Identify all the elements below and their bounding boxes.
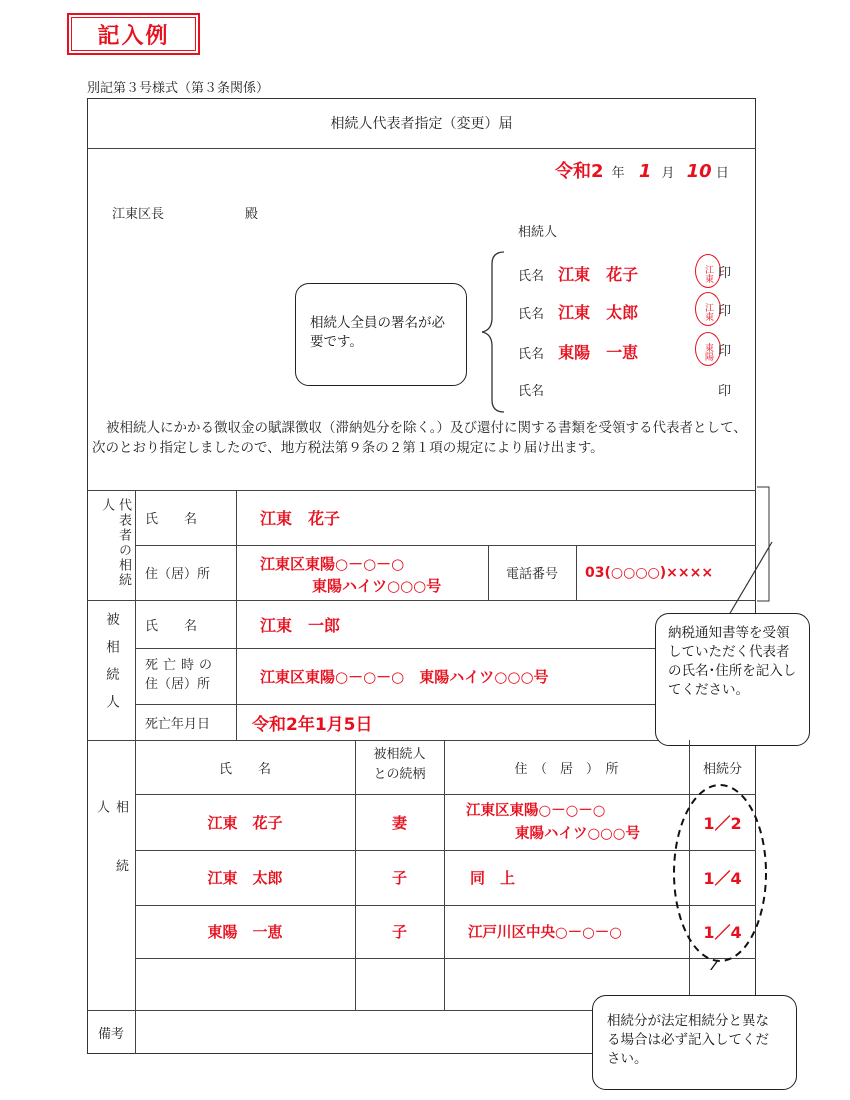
deceased-death-date-label: 死亡年月日 [145,716,211,732]
table-row-address-1: 江東区東陽○－○－○ [466,803,606,819]
col-relation-header [355,745,444,785]
form-id: 別記第３号様式（第３条関係） [87,81,270,96]
heirs-section-label [96,800,126,960]
table-row-address-1: 江戸川区中央○－○－○ [468,925,622,941]
col-relation-header-2: との続柄 [373,767,426,782]
brace-icon [478,250,508,415]
table-row-name: 東陽 一恵 [207,923,283,941]
table-row-relation: 子 [391,869,407,887]
deceased-address-label-1: 死亡時の [145,658,218,673]
col-relation-header-1: 被相続人 [373,747,426,762]
signer-row-3 [518,340,638,363]
date-day: 10 [686,161,712,182]
rep-address-line2: 東陽ハイツ○○○号 [312,577,442,595]
table-row-address-1: 同 上 [470,869,516,887]
seal-label: 印 [718,384,732,399]
rep-phone-label: 電話番号 [505,567,558,582]
table-row-share: 1／4 [703,923,742,942]
deceased-death-date: 令和2年1月5日 [252,714,373,735]
heirs-section-text: 相続人 [94,800,128,918]
col-share-header: 相続分 [702,761,742,777]
seal-stamp-icon: 江東 [695,254,721,288]
deceased-section-text: 被相続人 [103,612,119,722]
signer-row-1 [518,262,638,285]
signer-name: 江東 太郎 [558,303,639,322]
table-row-share: 1／2 [703,813,742,833]
rep-name-label: 氏 名 [145,512,198,527]
signer-name: 江東 花子 [558,265,639,284]
callout-share-note: 相続分が法定相続分と異なる場合は必ず記入してください。 [592,995,797,1090]
deceased-section-label [96,612,126,730]
submission-date [555,157,729,183]
date-day-unit: 日 [715,166,729,181]
table-row-name: 江東 花子 [207,813,283,832]
signer-name-label: 氏名 [518,347,545,362]
table-row-share: 1／4 [703,869,742,888]
col-name-header: 氏 名 [218,761,271,777]
table-row-address-2: 東陽ハイツ○○○号 [515,826,640,842]
signer-row-2 [518,300,638,323]
seal-stamp-icon: 東陽 [695,332,721,366]
rep-address-line1: 江東区東陽○－○－○ [260,555,405,573]
rep-address-label: 住（居）所 [145,567,211,582]
signer-row-4 [518,380,544,399]
col-address-header: 住 （ 居 ） 所 [514,761,619,777]
sample-badge-label: 記入例 [71,17,196,51]
deceased-address-label-2: 住（居）所 [145,677,211,692]
rep-phone: 03(○○○○)×××× [585,564,714,581]
signer-name-label: 氏名 [518,384,545,399]
remarks-label: 備考 [97,1026,124,1042]
callout-signature-note: 相続人全員の署名が必要です。 [295,283,467,386]
sample-badge [67,13,200,55]
signer-name-label: 氏名 [518,269,545,284]
table-row-relation: 妻 [391,813,407,832]
seal-label: 印 [718,266,732,281]
heirs-header: 相続人 [518,225,558,240]
date-year-unit: 年 [611,166,625,181]
deceased-name-label: 氏 名 [145,618,198,634]
seal-label: 印 [718,304,732,319]
seal-stamp-icon: 江東 [695,292,721,326]
honorific: 殿 [245,207,259,222]
table-row-relation: 子 [391,923,407,941]
signer-name: 東陽 一恵 [558,343,639,362]
rep-section-label: 代表者の相続人 [99,498,131,588]
date-month: 1 [638,161,652,182]
rep-name: 江東 花子 [260,509,341,528]
date-month-unit: 月 [661,166,675,181]
seal-label: 印 [718,344,732,359]
deceased-name: 江東 一郎 [260,615,341,635]
deceased-address: 江東区東陽○－○－○ 東陽ハイツ○○○号 [260,667,549,686]
addressee: 江東区長 [112,207,165,222]
table-row-name: 江東 太郎 [207,869,283,887]
declaration-text: 被相続人にかかる徴収金の賦課徴収（滞納処分を除く。）及び還付に関する書類を受領する代表者として、次のとおり指定しましたので、地方税法第９条の２第１項の規定により届け出ます。 [92,420,747,456]
form-title: 相続人代表者指定（変更）届 [330,116,513,132]
highlight-ellipse-icon [660,780,780,970]
date-era-year: 令和2 [555,161,604,182]
signer-name-label: 氏名 [518,307,545,322]
deceased-address-label [145,656,217,694]
callout-representative-note: 納税通知書等を受領していただく代表者の氏名･住所を記入してください。 [655,613,810,746]
